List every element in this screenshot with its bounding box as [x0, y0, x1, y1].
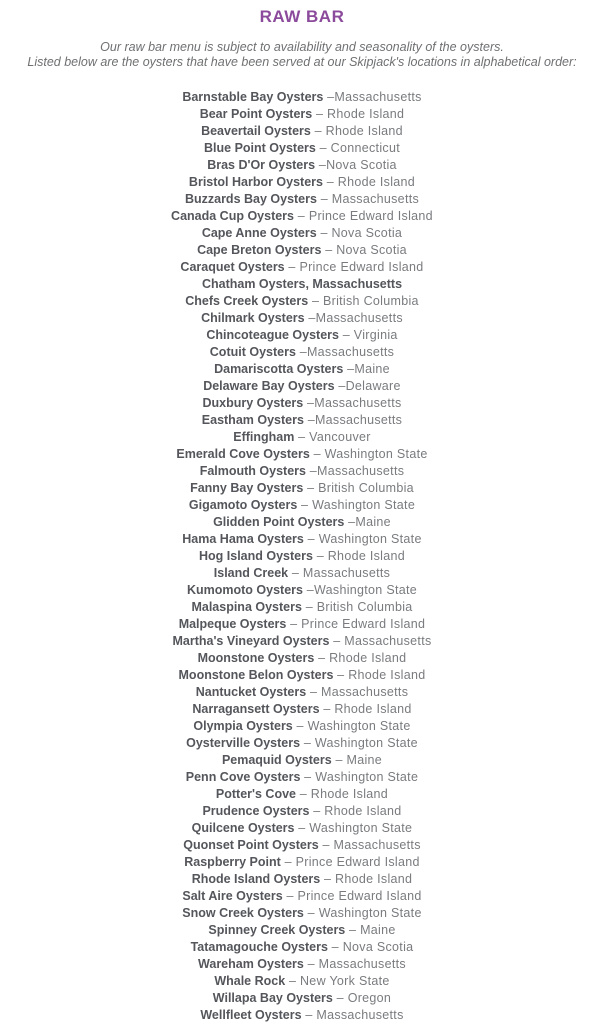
oyster-name: Effingham — [233, 430, 295, 444]
list-item — [0, 327, 604, 344]
oyster-name: Chincoteague Oysters — [206, 328, 339, 342]
oyster-name: Gigamoto Oysters — [188, 498, 298, 512]
oyster-name: Cape Breton Oysters — [197, 243, 322, 257]
oyster-name: Island Creek — [213, 566, 289, 580]
oyster-origin: – Rhode Island — [319, 702, 412, 716]
oyster-origin: –Massachusetts — [323, 90, 422, 104]
oyster-name: Penn Cove Oysters — [185, 770, 301, 784]
oyster-name: Canada Cup Oysters — [171, 209, 295, 223]
oyster-name: Nantucket Oysters — [195, 685, 307, 699]
list-item — [0, 174, 604, 191]
oyster-name: Narragansett Oysters — [192, 702, 320, 716]
oyster-name: Snow Creek Oysters — [182, 906, 304, 920]
oyster-origin: – Massachusetts — [301, 1008, 404, 1022]
oyster-name: Prudence Oysters — [202, 804, 310, 818]
oyster-name: Salt Aire Oysters — [182, 889, 283, 903]
list-item — [0, 837, 604, 854]
oyster-origin: – Washington State — [297, 498, 416, 512]
oyster-origin: – Prince Edward Island — [294, 209, 433, 223]
oyster-origin: – Virginia — [339, 328, 398, 342]
oyster-name: Bear Point Oysters — [199, 107, 313, 121]
oyster-name: Kumomoto Oysters — [186, 583, 303, 597]
list-item — [0, 565, 604, 582]
oyster-origin: – Maine — [345, 923, 396, 937]
oyster-origin: – Prince Edward Island — [284, 260, 424, 274]
list-item — [0, 701, 604, 718]
list-item — [0, 429, 604, 446]
oyster-name: Olympia Oysters — [193, 719, 293, 733]
list-item — [0, 990, 604, 1007]
oyster-name: Duxbury Oysters — [202, 396, 304, 410]
oyster-name: Moonstone Oysters — [197, 651, 315, 665]
list-item — [0, 616, 604, 633]
oyster-origin: –Maine — [344, 515, 391, 529]
oyster-origin: – Rhode Island — [323, 175, 416, 189]
oyster-name: Spinney Creek Oysters — [208, 923, 346, 937]
oyster-origin: – Connecticut — [315, 141, 400, 155]
oyster-origin: – Massachusetts — [318, 838, 421, 852]
oyster-name: Martha's Vineyard Oysters — [172, 634, 330, 648]
list-item — [0, 259, 604, 276]
oyster-origin: – Nova Scotia — [316, 226, 403, 240]
oyster-origin: – British Columbia — [308, 294, 419, 308]
oyster-name: Delaware Bay Oysters — [203, 379, 335, 393]
oyster-origin: – Vancouver — [294, 430, 371, 444]
list-item — [0, 786, 604, 803]
list-item — [0, 497, 604, 514]
list-item — [0, 378, 604, 395]
oyster-name: Cotuit Oysters — [209, 345, 296, 359]
oyster-name: Bristol Harbor Oysters — [188, 175, 323, 189]
oyster-origin: – Rhode Island — [312, 549, 405, 563]
list-item — [0, 956, 604, 973]
oyster-origin: –Massachusetts — [303, 396, 402, 410]
oyster-name: Wareham Oysters — [198, 957, 304, 971]
oyster-origin: –Massachusetts — [304, 311, 403, 325]
oyster-origin: – Massachusetts — [288, 566, 391, 580]
oyster-origin: –Massachusetts — [303, 413, 403, 427]
oyster-name: Potter's Cove — [215, 787, 296, 801]
oyster-origin: – Prince Edward Island — [280, 855, 420, 869]
oyster-name: Pemaquid Oysters — [221, 753, 332, 767]
oyster-name: Wellfleet Oysters — [200, 1008, 302, 1022]
list-item — [0, 684, 604, 701]
oyster-name: Glidden Point Oysters — [213, 515, 345, 529]
oyster-origin: –Massachusetts — [295, 345, 395, 359]
oyster-origin: – Oregon — [332, 991, 392, 1005]
oyster-name: Moonstone Belon Oysters — [178, 668, 334, 682]
list-item — [0, 650, 604, 667]
list-item — [0, 395, 604, 412]
oyster-origin: – Rhode Island — [310, 124, 403, 138]
list-item — [0, 344, 604, 361]
oyster-origin: – Washington State — [292, 719, 411, 733]
list-item — [0, 412, 604, 429]
oyster-origin: – Massachusetts — [303, 957, 406, 971]
menu-disclaimer-line1: Our raw bar menu is subject to availability and seasonality of the oysters. — [100, 40, 504, 54]
list-item — [0, 293, 604, 310]
oyster-origin: – British Columbia — [301, 600, 413, 614]
oyster-origin: – Prince Edward Island — [282, 889, 422, 903]
oyster-name: Tatamagouche Oysters — [190, 940, 328, 954]
oyster-name: Beavertail Oysters — [201, 124, 311, 138]
list-item — [0, 242, 604, 259]
list-item — [0, 820, 604, 837]
oyster-origin: – Washington State — [309, 447, 428, 461]
oyster-name: Raspberry Point — [184, 855, 281, 869]
oyster-origin: –Maine — [343, 362, 390, 376]
oyster-origin: –Delaware — [334, 379, 401, 393]
list-item — [0, 854, 604, 871]
oyster-name: Barnstable Bay Oysters — [182, 90, 324, 104]
oyster-origin: – Nova Scotia — [321, 243, 407, 257]
oyster-name: Cape Anne Oysters — [201, 226, 317, 240]
list-item — [0, 922, 604, 939]
oyster-origin: – Washington State — [303, 532, 422, 546]
list-item — [0, 769, 604, 786]
oyster-name: Chilmark Oysters — [201, 311, 305, 325]
oyster-origin: – Prince Edward Island — [286, 617, 426, 631]
list-item — [0, 225, 604, 242]
oyster-origin: – New York State — [285, 974, 390, 988]
oyster-origin: – Rhode Island — [312, 107, 405, 121]
list-item — [0, 905, 604, 922]
oyster-name: Buzzards Bay Oysters — [184, 192, 317, 206]
list-item — [0, 871, 604, 888]
list-item — [0, 140, 604, 157]
oyster-name: Fanny Bay Oysters — [190, 481, 304, 495]
list-item — [0, 191, 604, 208]
list-item — [0, 514, 604, 531]
oyster-origin: – Rhode Island — [309, 804, 402, 818]
oyster-name: Oysterville Oysters — [186, 736, 301, 750]
oyster-origin: – Rhode Island — [314, 651, 407, 665]
list-item — [0, 463, 604, 480]
list-item — [0, 718, 604, 735]
list-item — [0, 633, 604, 650]
list-item — [0, 446, 604, 463]
oyster-name: Willapa Bay Oysters — [212, 991, 333, 1005]
oyster-origin: – Rhode Island — [320, 872, 413, 886]
list-item — [0, 735, 604, 752]
list-item — [0, 1007, 604, 1024]
oyster-name: Bras D'Or Oysters — [207, 158, 316, 172]
oyster-origin: – Washington State — [303, 906, 422, 920]
oyster-origin: – Washington State — [294, 821, 413, 835]
oyster-name: Eastham Oysters — [201, 413, 304, 427]
oyster-origin: – Massachusetts — [329, 634, 432, 648]
list-item — [0, 157, 604, 174]
list-item — [0, 667, 604, 684]
list-item — [0, 89, 604, 106]
oyster-name: Damariscotta Oysters — [214, 362, 344, 376]
oyster-origin: – Rhode Island — [296, 787, 389, 801]
list-item — [0, 531, 604, 548]
page-title: RAW BAR — [259, 7, 345, 26]
list-item — [0, 752, 604, 769]
oyster-name: Malpeque Oysters — [178, 617, 287, 631]
menu-disclaimer — [0, 40, 604, 69]
oyster-name: Blue Point Oysters — [204, 141, 316, 155]
list-item — [0, 361, 604, 378]
oyster-name: Rhode Island Oysters — [191, 872, 321, 886]
oyster-name: Whale Rock — [214, 974, 286, 988]
list-item — [0, 548, 604, 565]
list-item — [0, 582, 604, 599]
list-item — [0, 973, 604, 990]
oyster-name: Caraquet Oysters — [180, 260, 285, 274]
oyster-name: Hama Hama Oysters — [182, 532, 304, 546]
list-item — [0, 480, 604, 497]
list-item — [0, 310, 604, 327]
oyster-origin: – Massachusetts — [316, 192, 420, 206]
oyster-name: Hog Island Oysters — [199, 549, 313, 563]
oyster-name: Malaspina Oysters — [191, 600, 302, 614]
oyster-origin: – Rhode Island — [333, 668, 426, 682]
oyster-origin: – Washington State — [300, 770, 419, 784]
list-item — [0, 276, 604, 293]
list-item — [0, 208, 604, 225]
list-item — [0, 123, 604, 140]
oyster-name: Chefs Creek Oysters — [185, 294, 309, 308]
oyster-name: Chatham Oysters, Massachusetts — [201, 277, 403, 291]
oyster-name: Quilcene Oysters — [191, 821, 295, 835]
oyster-name: Falmouth Oysters — [199, 464, 306, 478]
list-item — [0, 599, 604, 616]
list-item — [0, 939, 604, 956]
list-item — [0, 106, 604, 123]
oyster-origin: – Washington State — [300, 736, 418, 750]
oyster-origin: –Nova Scotia — [315, 158, 397, 172]
oyster-origin: – Maine — [331, 753, 383, 767]
list-item — [0, 803, 604, 820]
oyster-origin: – Massachusetts — [306, 685, 409, 699]
oyster-list — [0, 89, 604, 1024]
oyster-origin: –Washington State — [302, 583, 418, 597]
list-item — [0, 888, 604, 905]
oyster-origin: –Massachusetts — [305, 464, 405, 478]
menu-disclaimer-line2: Listed below are the oysters that have been served at our Skipjack's locations in alphabetical order: — [27, 54, 577, 69]
oyster-name: Emerald Cove Oysters — [176, 447, 310, 461]
oyster-origin: – Nova Scotia — [327, 940, 414, 954]
oyster-name: Quonset Point Oysters — [183, 838, 319, 852]
oyster-origin: – British Columbia — [303, 481, 414, 495]
